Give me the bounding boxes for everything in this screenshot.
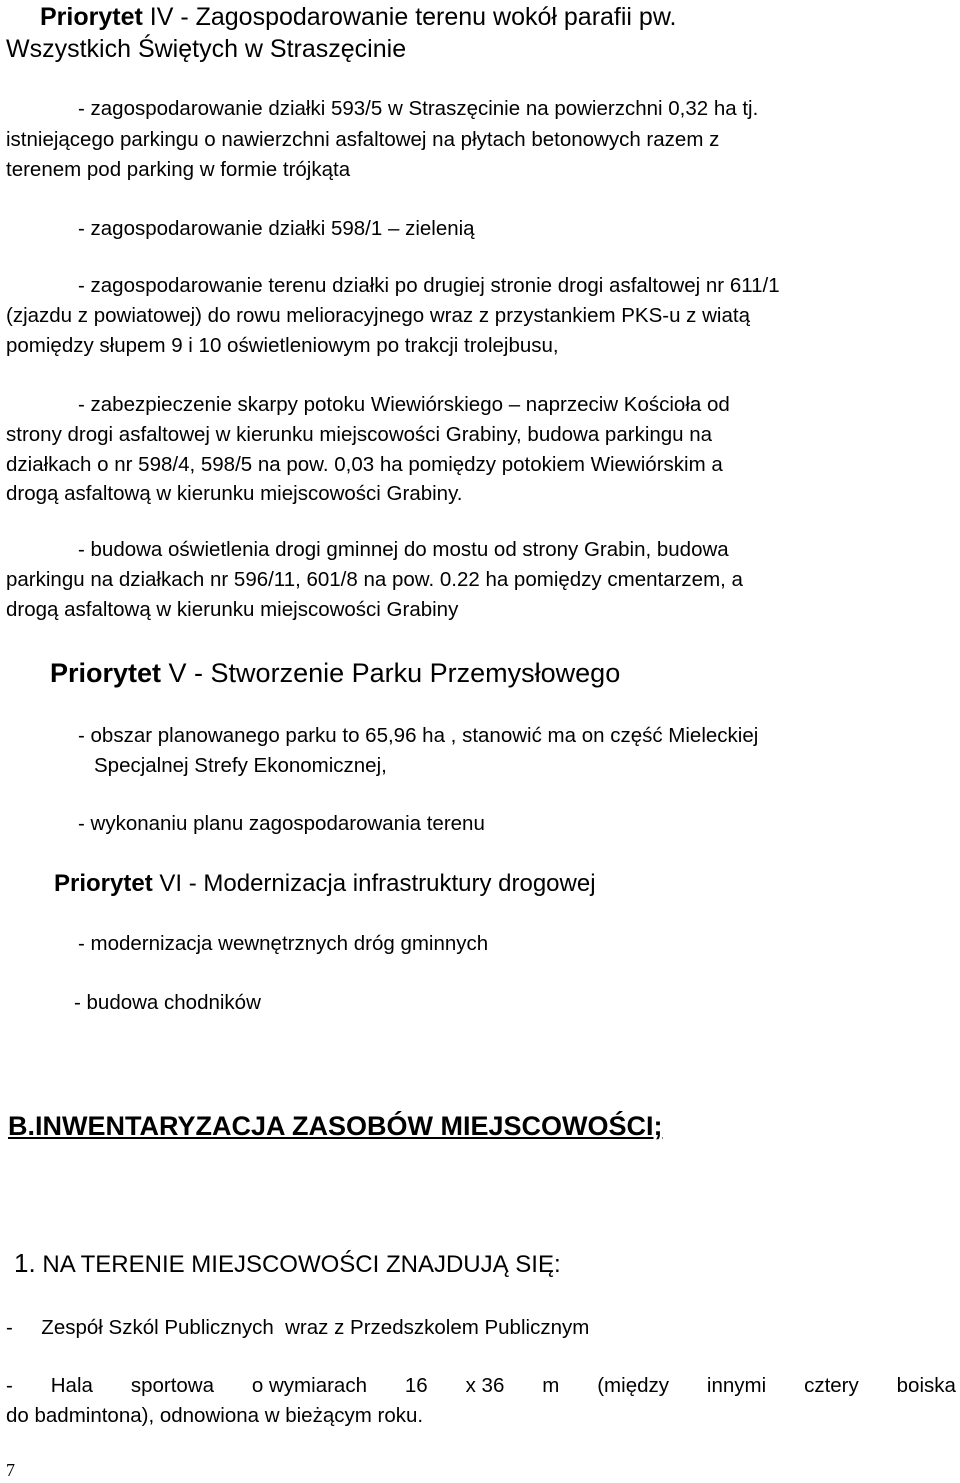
subsection-1-heading <box>14 1247 561 1281</box>
item2-word: cztery <box>804 1374 859 1397</box>
p6-line-2: - budowa chodników <box>74 991 261 1014</box>
p6-line-1: - modernizacja wewnętrznych dróg gminnych <box>78 932 489 955</box>
p4-line-5: - zagospodarowanie terenu działki po drugiej stronie drogi asfaltowej nr 611/1 <box>78 274 780 297</box>
p5-line-3: - wykonaniu planu zagospodarowania terenu <box>78 812 485 835</box>
inventory-item-2-line-1 <box>6 1373 956 1399</box>
item2-word: m <box>542 1374 560 1397</box>
p4-line-11: drogą asfaltową w kierunku miejscowości Grabiny. <box>6 482 463 505</box>
inventory-item-1: - Zespół Szkól Publicznych wraz z Przedszkolem Publicznym <box>6 1316 590 1339</box>
item2-word: Hala <box>50 1374 93 1397</box>
item2-word: (między <box>597 1374 669 1397</box>
item2-word: boiska <box>896 1374 956 1397</box>
p5-line-2: Specjalnej Strefy Ekonomicznej, <box>94 754 387 777</box>
item2-word: innymi <box>706 1374 767 1397</box>
p4-line-8: - zabezpieczenie skarpy potoku Wiewiórskiego – naprzeciw Kościoła od <box>78 393 730 416</box>
priority-6-title-text: VI - Modernizacja infrastruktury drogowej <box>152 870 596 897</box>
p4-line-6: (zjazdu z powiatowej) do rowu melioracyjnego wraz z przystankiem PKS-u z wiatą <box>6 304 750 327</box>
subsection-1-title: NA TERENIE MIEJSCOWOŚCI ZNAJDUJĄ SIĘ: <box>35 1251 561 1278</box>
item2-word: sportowa <box>130 1374 214 1397</box>
page-number: 7 <box>6 1460 15 1480</box>
priority-4-title-text: IV - Zagospodarowanie terenu wokół parafii pw. <box>142 3 677 31</box>
p5-line-1: - obszar planowanego parku to 65,96 ha , stanowić ma on część Mieleckiej <box>78 724 759 747</box>
subsection-1-number: 1. <box>14 1248 36 1278</box>
p4-line-13: parkingu na działkach nr 596/11, 601/8 na pow. 0.22 ha pomiędzy cmentarzem, a <box>6 568 743 591</box>
priority-4-title <box>40 2 676 32</box>
p4-line-12: - budowa oświetlenia drogi gminnej do mostu od strony Grabin, budowa <box>78 538 729 561</box>
priority-5-title <box>50 657 620 689</box>
priority-6-label: Priorytet <box>54 870 153 897</box>
p4-line-10: działkach o nr 598/4, 598/5 na pow. 0,03 ha pomiędzy potokiem Wiewiórskim a <box>6 453 723 476</box>
priority-5-label: Priorytet <box>50 658 162 688</box>
priority-5-title-text: V - Stworzenie Parku Przemysłowego <box>161 658 621 688</box>
p4-line-9: strony drogi asfaltowej w kierunku miejscowości Grabiny, budowa parkingu na <box>6 423 713 446</box>
priority-4-title-line2: Wszystkich Świętych w Straszęcinie <box>6 35 407 63</box>
item2-word: - <box>6 1374 13 1397</box>
item2-word: 16 <box>404 1374 428 1397</box>
priority-6-title <box>54 869 596 899</box>
inventory-item-2-line-2: do badmintona), odnowiona w bieżącym roku. <box>6 1404 424 1427</box>
item2-word: o wymiarach <box>251 1374 367 1397</box>
p4-line-14: drogą asfaltową w kierunku miejscowości Grabiny <box>6 598 459 621</box>
p4-line-4: - zagospodarowanie działki 598/1 – zielenią <box>78 217 475 240</box>
section-b-heading: B.INWENTARYZACJA ZASOBÓW MIEJSCOWOŚCI; <box>8 1111 663 1141</box>
p4-line-1: - zagospodarowanie działki 593/5 w Straszęcinie na powierzchni 0,32 ha tj. <box>78 97 759 120</box>
priority-4-label: Priorytet <box>40 3 143 31</box>
p4-line-3: terenem pod parking w formie trójkąta <box>6 158 351 181</box>
item2-word: x 36 <box>465 1374 505 1397</box>
p4-line-2: istniejącego parkingu o nawierzchni asfaltowej na płytach betonowych razem z <box>6 128 720 151</box>
p4-line-7: pomiędzy słupem 9 i 10 oświetleniowym po trakcji trolejbusu, <box>6 334 559 357</box>
